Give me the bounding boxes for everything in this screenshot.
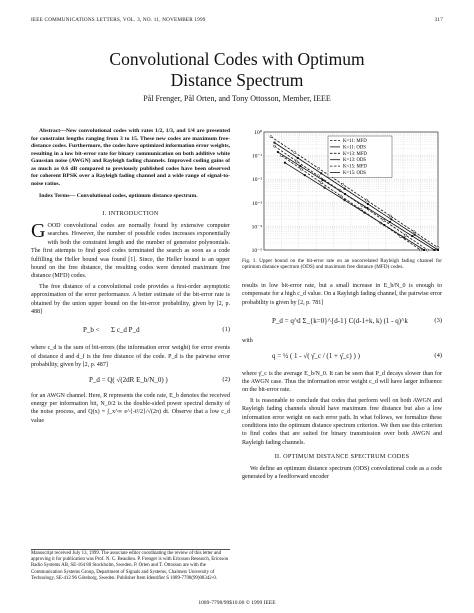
- series-marker: [366, 207, 368, 209]
- series-marker: [426, 249, 428, 251]
- paper-title: [0, 49, 474, 91]
- section-1-title: I. INTRODUCTION: [102, 209, 159, 217]
- y-tick-label: 10⁻²: [251, 177, 262, 184]
- series-marker: [434, 249, 436, 251]
- series-marker: [437, 247, 439, 249]
- equation-2: [31, 370, 230, 392]
- dropcap: G: [31, 219, 46, 242]
- equation-1-number: (1): [222, 326, 230, 334]
- y-tick-label: 10⁻⁴: [251, 224, 262, 231]
- series-marker: [295, 160, 297, 162]
- series-marker: [411, 235, 413, 237]
- series-marker: [324, 187, 326, 189]
- y-tick-label: 10⁻³: [251, 200, 262, 207]
- series-marker: [389, 215, 391, 217]
- series-marker: [437, 249, 439, 251]
- equation-1-rhs: Σ c_d P_d: [111, 326, 140, 335]
- equation-1-lhs: P_b <: [83, 326, 100, 335]
- series-marker: [284, 162, 286, 164]
- series-marker: [423, 249, 425, 251]
- footnote: Manuscript received July 13, 1999. The associate editor coordinating the review of this letter and approving it for publication was Prof. N. C. Beaulieu. P. Frenger is with Ericsson Research, Ericsson Radio Systems AB, SE-164 80 Stockholm, Sweden. P. Orten and T. Ottosson are with the Communication Systems Group, Department of Signals and Systems, Chalmers University of Technology, SE-412 96 Göteborg, Sweden. Publisher Item Identifier S 1089-7798(99)08342-0.: [31, 551, 229, 581]
- series-marker: [344, 188, 346, 190]
- legend-label: K=15: MFD: [343, 164, 367, 170]
- series-marker: [363, 212, 365, 214]
- series-marker: [304, 174, 306, 176]
- legend-label: K=11: MFD: [343, 139, 367, 144]
- series-marker: [367, 203, 369, 205]
- series-marker: [322, 179, 324, 181]
- abstract: Abstract—New convolutional codes with rates 1/2, 1/3, and 1/4 are presented for constraint lengths ranging from 3 to 15. These new codes are maximum free-distance codes. Furthermore, the codes have optimized information error weights, resulting in a low bit-error rate for binary communication on both additive white Gaussian noise (AWGN) and Rayleigh fading channels. Improved coding gains of as much as 0.6 dB compared to previously published codes have been observed for coherent BPSK over a Rayleigh fading channel and a wide range of signal-to-noise ratios.: [31, 128, 230, 187]
- series-marker: [318, 167, 320, 169]
- series-marker: [344, 199, 346, 201]
- series-marker: [299, 165, 301, 167]
- series-marker: [280, 155, 282, 157]
- series-marker: [294, 151, 296, 153]
- index-terms: Index Terms— Convolutional codes, optimum distance spectrum.: [39, 193, 198, 199]
- equation-4-number: (4): [434, 351, 442, 359]
- series-marker: [383, 219, 385, 221]
- y-tick-label: 10⁻⁵: [251, 248, 262, 254]
- right-paragraph-4: We define an optimum distance spectrum (ODS) convolutional code as a code generated by a feedforward encoder: [242, 465, 442, 481]
- legend-label: K=13: ODS: [343, 158, 367, 164]
- series-marker: [270, 136, 272, 138]
- series-marker: [273, 145, 275, 147]
- right-column: [242, 282, 442, 482]
- intro-paragraph-1: [31, 219, 230, 281]
- series-marker: [341, 183, 343, 185]
- series-marker: [405, 234, 407, 236]
- title-line-2: Distance Spectrum: [170, 70, 304, 90]
- right-paragraph-2: where γ̄_c is the average E_b/N_0. It can be seen that P_d decays slower than for the AWGN case. Thus the information error weight c_d will have larger influence on the bit-error rate.: [242, 370, 442, 394]
- series-marker: [414, 234, 416, 236]
- left-column: [31, 128, 230, 425]
- with-label: with: [242, 338, 253, 345]
- equation-4: [242, 346, 442, 370]
- series-marker: [300, 168, 302, 170]
- figure-1: [242, 128, 442, 256]
- legend-label: K=13: MFD: [343, 151, 367, 157]
- equation-3: [242, 307, 442, 337]
- equation-1: [31, 316, 230, 344]
- page-number: 317: [434, 17, 443, 23]
- equation-2-number: (2): [222, 375, 230, 383]
- figure-1-caption: Fig. 1. Upper bound on the bit-error rate on an uncorrelated Rayleigh fading channel for optimum distance spectrum (ODS) and maximum free distance (MFD) codes.: [242, 258, 442, 271]
- equation-3-number: (3): [434, 317, 442, 325]
- series-marker: [389, 221, 391, 223]
- series-marker: [297, 157, 299, 159]
- series-marker: [390, 218, 392, 220]
- right-paragraph-3: It is reasonable to conclude that codes that perform well on both AWGN and Rayleigh fading channels should have maximum free distance but also a low information error weight on each error path. In what follows, we formalize these conditions into the optimum distance spectrum criterion. We then use this criterion to find codes that are suited for binary transmission over both AWGN and Rayleigh fading channels.: [242, 397, 442, 446]
- intro-paragraph-1-text: OOD convolutional codes are normally found by extensive computer searches. However, the number of possible codes increases exponentially with both the constraint length and the number of generator polynomials. The first attempts to find good codes terminated the search as soon as a code fulfilling the Heller bound was found [1]. Since, the Heller bound is an upper bound on the free distance, the resulting codes were denoted maximum free distance (MFD) codes.: [31, 222, 230, 280]
- series-marker: [273, 142, 275, 144]
- title-line-1: Convolutional Codes with Optimum: [109, 49, 365, 69]
- y-tick-label: 10⁻¹: [251, 153, 262, 160]
- right-paragraph-1: results in low bit-error rate, but a small increase in E_b/N_0 is enough to compensate for a high c_d value. On a Rayleigh fading channel, the pairwise error probability is given by [2, p. 781]: [242, 283, 442, 306]
- series-marker: [320, 172, 322, 174]
- section-2-title: II. OPTIMUM DISTANCE SPECTRUM CODES: [274, 453, 410, 461]
- legend-label: K=11: ODS: [343, 145, 366, 151]
- after-equation-2: for an AWGN channel. Here, R represents the code rate, E_b denotes the received energy per information bit, N_0/2 is the double-sided power spectral density of the noise process, and Q(x) = ∫_x^∞ e^{-t²/2}/√(2π) dt. Observe that a low c_d value: [31, 392, 230, 424]
- series-marker: [340, 195, 342, 197]
- series-marker: [320, 181, 322, 183]
- copyright: 1089-7798/99$10.00 © 1999 IEEE: [198, 600, 276, 606]
- y-tick-label: 10⁰: [254, 130, 262, 136]
- series-marker: [383, 224, 385, 226]
- series-marker: [420, 249, 422, 251]
- series-marker: [277, 151, 279, 153]
- footnote-rule: [31, 549, 230, 550]
- journal-header: IEEE COMMUNICATIONS LETTERS, VOL. 3, NO. 11, NOVEMBER 1999: [31, 17, 206, 23]
- ber-chart: [242, 128, 442, 256]
- series-marker: [413, 231, 415, 233]
- series-marker: [344, 193, 346, 195]
- where-paragraph-1: where c_d is the sum of bit-errors (the information error weight) for error events of distance d and d_f is the free distance of the code. P_d is the pairwise error probability, given by [2, p. 487]: [31, 345, 230, 369]
- series-marker: [403, 237, 405, 239]
- equation-3-body: P_d = q^d Σ_{k=0}^{d-1} C(d-1+k, k) (1 - q)^k: [272, 317, 408, 326]
- authors: Pål Frenger, Pål Orten, and Tony Ottosson, Member, IEEE: [143, 94, 331, 103]
- equation-4-body: q = ½ ( 1 - √( γ̄_c / (1 + γ̄_c) ) ): [272, 351, 360, 360]
- series-marker: [365, 199, 367, 201]
- legend-label: K=15: ODS: [343, 171, 367, 176]
- intro-paragraph-2: The free distance of a convolutional code provides a first-order asymptotic approximation of the error performance. A better estimate of the bit-error rate is obtained by the union upper bound on the bit-error probability, given by [2, p. 488]: [31, 283, 230, 315]
- equation-2-body: P_d = Q( √(2dR E_b/N_0) ): [89, 375, 168, 384]
